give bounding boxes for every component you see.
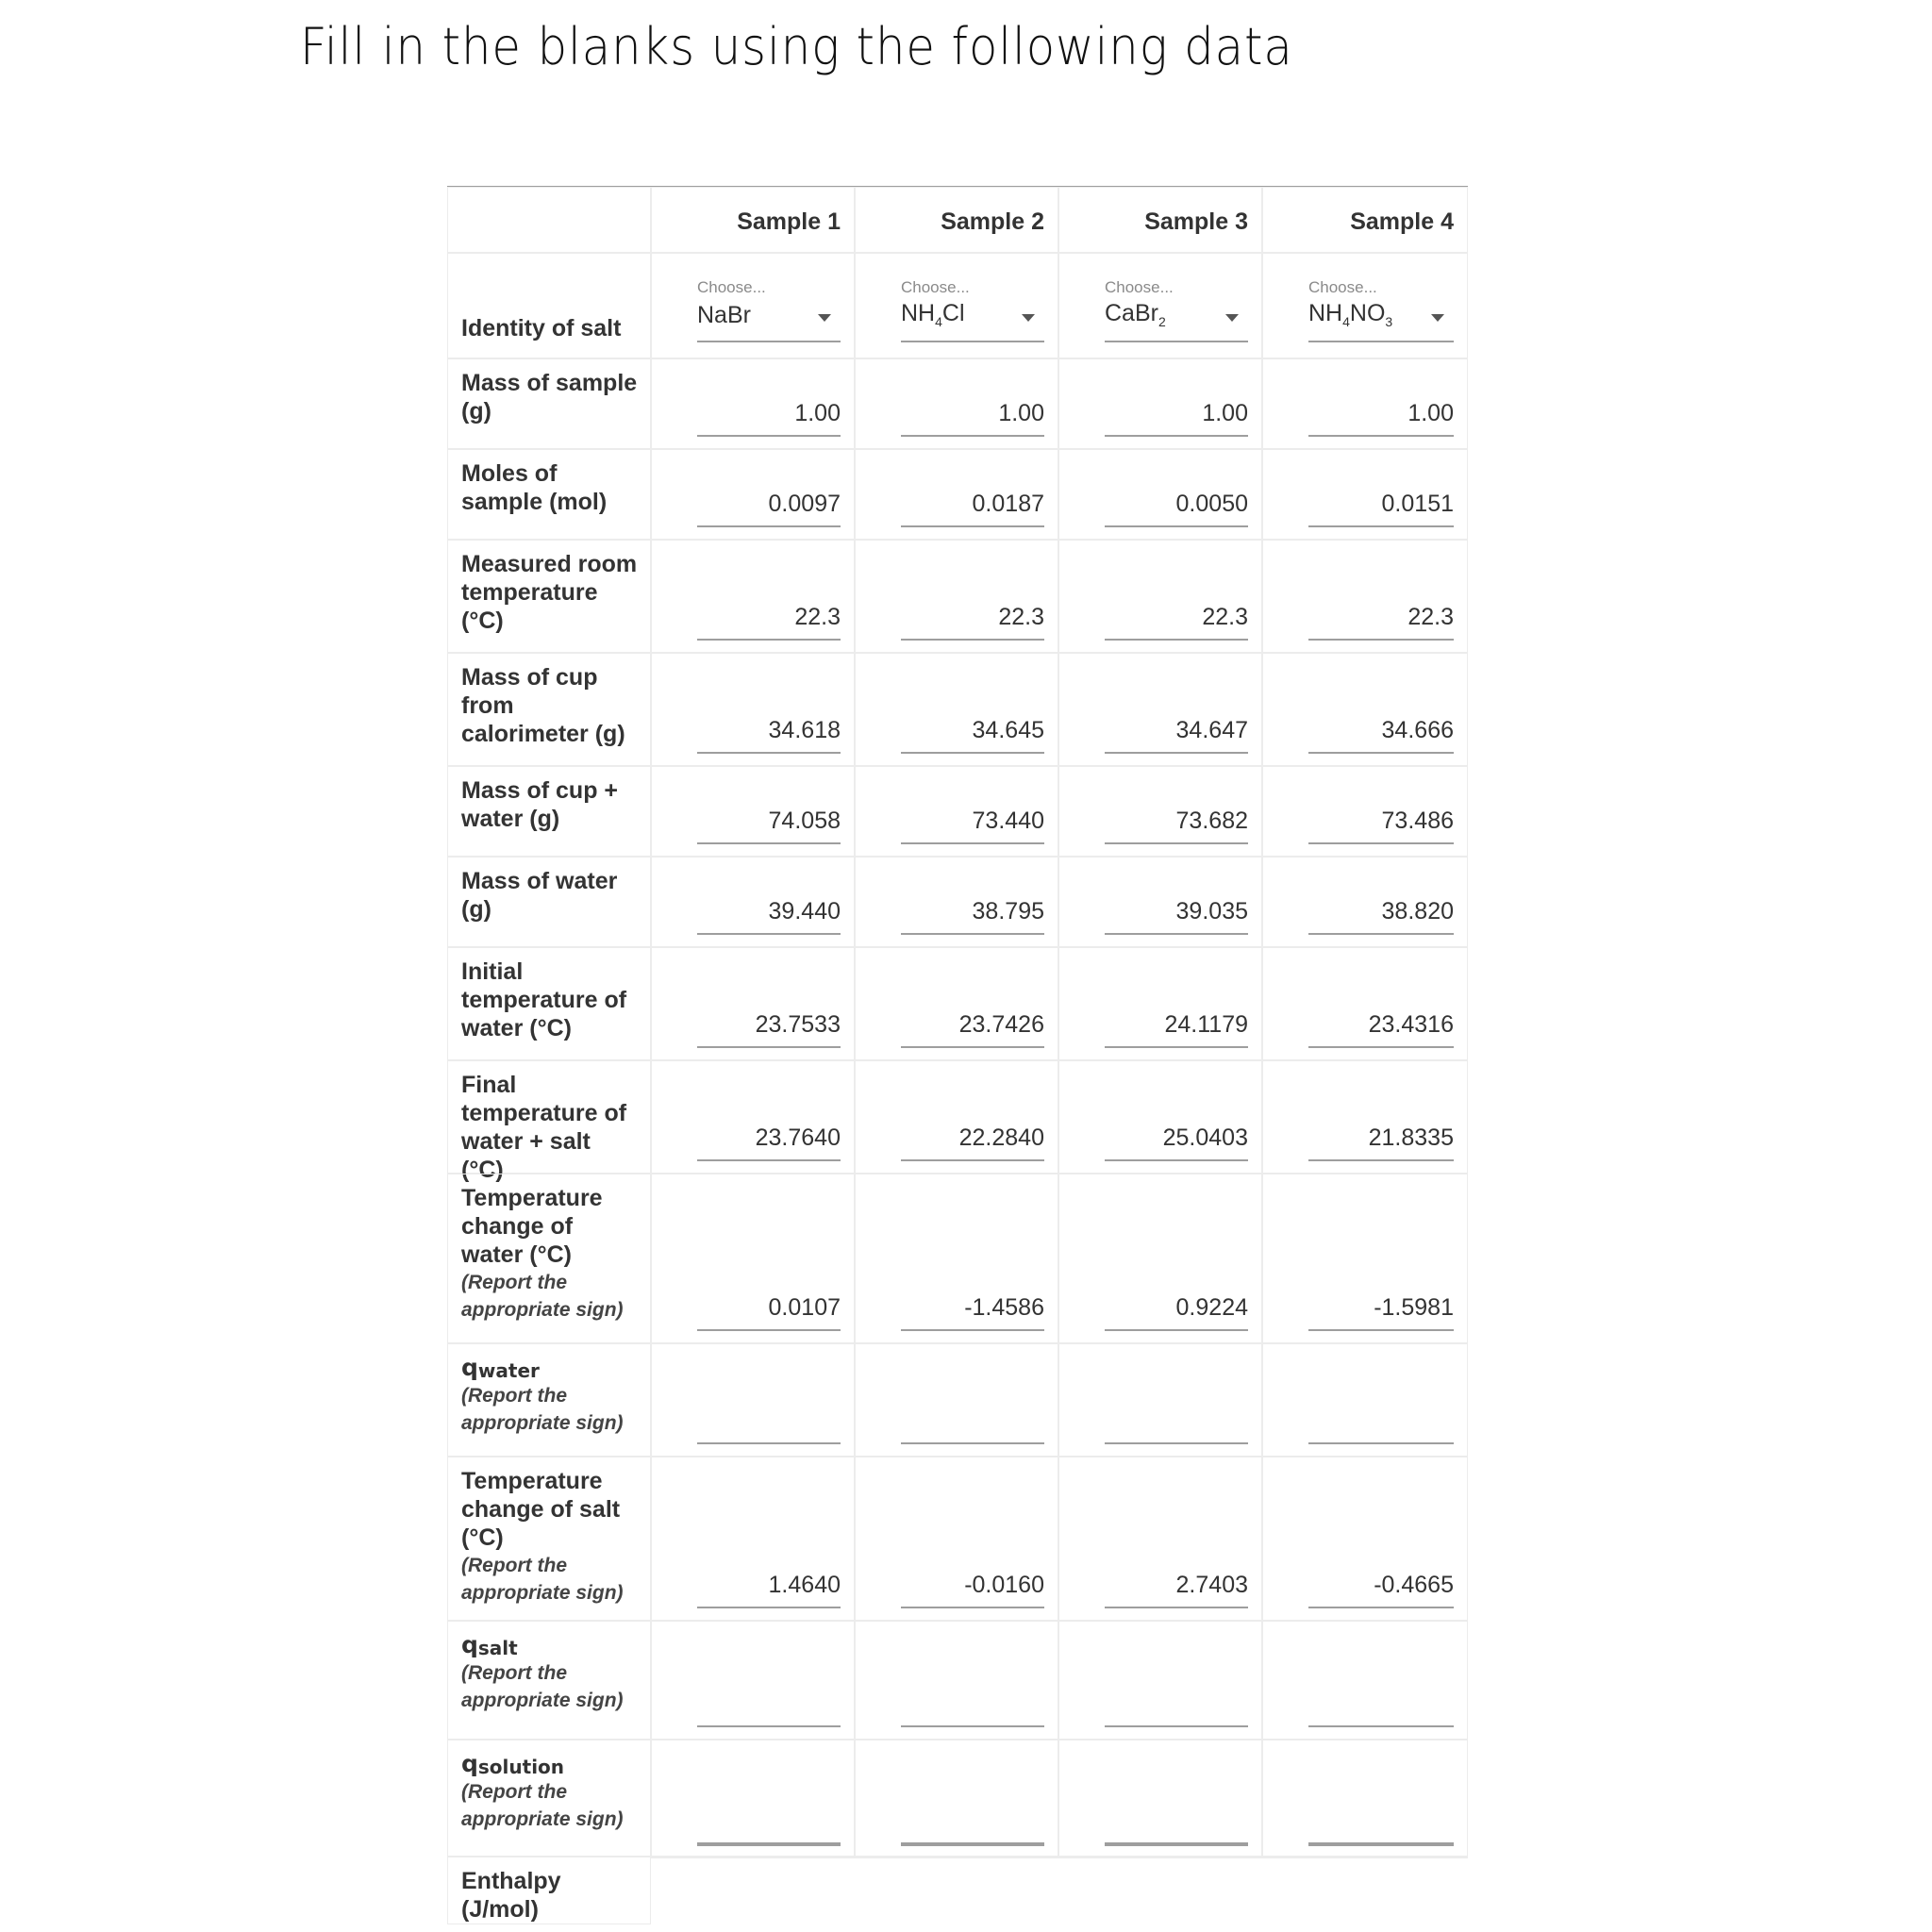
- row-label-text: Measured room temperature (°C): [461, 551, 638, 634]
- data-cell: [1262, 1174, 1468, 1343]
- formula-text: NH: [901, 300, 936, 326]
- data-cell: [1262, 653, 1468, 766]
- data-cell: [855, 1857, 1058, 1858]
- data-cell: [651, 1457, 855, 1621]
- column-header-label: Sample 2: [941, 208, 1044, 235]
- value-field-final-temp[interactable]: [1105, 1114, 1248, 1161]
- data-cell: [651, 1621, 855, 1740]
- dropdown-caret-icon[interactable]: [1022, 314, 1035, 322]
- row-label-enthalpy: [447, 1857, 651, 1924]
- value-field-initial-temp[interactable]: [901, 1001, 1044, 1048]
- value-field-final-temp[interactable]: [901, 1114, 1044, 1161]
- value-field-mass-water[interactable]: [697, 888, 841, 935]
- value-field-mass-cup[interactable]: [697, 707, 841, 754]
- column-header-label: Sample 3: [1144, 208, 1248, 235]
- q-symbol: q: [461, 1631, 478, 1658]
- value-field-temp-change-salt[interactable]: [1308, 1561, 1454, 1608]
- value-field-initial-temp[interactable]: [1105, 1001, 1248, 1048]
- value-field-room-temp[interactable]: [1105, 593, 1248, 641]
- value-field-q-water[interactable]: [901, 1397, 1044, 1444]
- value-field-temp-change-water[interactable]: [1308, 1284, 1454, 1331]
- data-cell: [651, 449, 855, 540]
- row-label-text: Mass of cup from calorimeter (g): [461, 664, 625, 747]
- value-field-final-temp[interactable]: [1308, 1114, 1454, 1161]
- data-cell: [855, 1343, 1058, 1457]
- field-value: 23.7533: [755, 1011, 841, 1038]
- field-value: 38.820: [1381, 898, 1454, 924]
- value-field-mass-sample[interactable]: [1308, 390, 1454, 437]
- value-field-temp-change-salt[interactable]: [1105, 1561, 1248, 1608]
- data-table: [447, 187, 1468, 1932]
- field-value: 22.3: [1407, 604, 1454, 630]
- field-value: 0.0107: [768, 1294, 841, 1321]
- value-field-enthalpy[interactable]: [1105, 1799, 1248, 1846]
- q-label: [461, 1631, 639, 1659]
- value-field-mass-sample[interactable]: [1105, 390, 1248, 437]
- row-label-identity: [447, 253, 651, 358]
- row-label-temp-change-salt: [447, 1457, 651, 1621]
- field-value: 1.00: [998, 400, 1044, 426]
- field-value: 23.4316: [1368, 1011, 1454, 1038]
- row-label-mass-cup-water: [447, 766, 651, 857]
- data-cell: [1262, 947, 1468, 1060]
- field-value: 74.058: [768, 808, 841, 834]
- select-caption: Choose...: [1105, 278, 1174, 296]
- field-value: 0.0050: [1175, 491, 1248, 517]
- formula-subscript: 4: [935, 314, 942, 329]
- column-header: [1058, 187, 1262, 253]
- data-cell: [1262, 1457, 1468, 1621]
- field-value: 24.1179: [1164, 1011, 1248, 1038]
- field-value: 39.440: [768, 898, 841, 924]
- field-value: 73.486: [1381, 808, 1454, 834]
- value-field-moles-sample[interactable]: [901, 480, 1044, 527]
- row-label-mass-cup: [447, 653, 651, 766]
- data-cell: [651, 253, 855, 358]
- data-cell: [1262, 1343, 1468, 1457]
- data-cell: [855, 653, 1058, 766]
- column-header-label: Sample 4: [1350, 208, 1454, 235]
- value-field-initial-temp[interactable]: [697, 1001, 841, 1048]
- data-cell: [1262, 766, 1468, 857]
- field-value: 0.0151: [1381, 491, 1454, 517]
- data-cell: [1058, 947, 1262, 1060]
- q-symbol: q: [461, 1750, 478, 1777]
- field-value: 0.0097: [768, 491, 841, 517]
- data-cell: [1058, 449, 1262, 540]
- field-value: 73.440: [972, 808, 1044, 834]
- value-field-q-salt[interactable]: [697, 1680, 841, 1727]
- value-field-room-temp[interactable]: [901, 593, 1044, 641]
- field-value: 22.2840: [958, 1124, 1044, 1151]
- select-value: [1105, 300, 1166, 329]
- data-cell: [855, 857, 1058, 947]
- row-label-initial-temp: [447, 947, 651, 1060]
- row-label-text: Identity of salt: [461, 315, 622, 341]
- dropdown-caret-icon[interactable]: [1431, 314, 1444, 322]
- value-field-room-temp[interactable]: [1308, 593, 1454, 641]
- value-field-mass-sample[interactable]: [697, 390, 841, 437]
- select-value: [1308, 300, 1392, 329]
- data-cell: [1058, 1621, 1262, 1740]
- field-value: 34.618: [768, 717, 841, 743]
- row-label-text: Final temperature of water + salt (°C): [461, 1072, 627, 1183]
- row-label-text: Moles of sample (mol): [461, 460, 608, 515]
- data-cell: [1262, 1060, 1468, 1174]
- value-field-temp-change-water[interactable]: [1105, 1284, 1248, 1331]
- data-cell: [1262, 857, 1468, 947]
- data-cell: [651, 540, 855, 653]
- salt-select[interactable]: [1308, 293, 1454, 342]
- value-field-enthalpy[interactable]: [1308, 1799, 1454, 1846]
- value-field-mass-water[interactable]: [1105, 888, 1248, 935]
- q-subscript: water: [477, 1359, 540, 1382]
- value-field-moles-sample[interactable]: [1308, 480, 1454, 527]
- formula-text: NaBr: [697, 302, 751, 328]
- data-cell: [1262, 358, 1468, 449]
- data-cell: [1058, 253, 1262, 358]
- field-value: 1.00: [1407, 400, 1454, 426]
- field-value: 25.0403: [1162, 1124, 1248, 1151]
- dropdown-caret-icon[interactable]: [1225, 314, 1239, 322]
- select-caption: Choose...: [697, 278, 766, 296]
- data-cell: [651, 1174, 855, 1343]
- page-title: Fill in the blanks using the following data: [300, 17, 1293, 76]
- data-cell: [1058, 1060, 1262, 1174]
- value-field-final-temp[interactable]: [697, 1114, 841, 1161]
- data-cell: [1058, 857, 1262, 947]
- field-value: 0.9224: [1175, 1294, 1248, 1321]
- data-cell: [651, 766, 855, 857]
- field-value: -0.4665: [1374, 1572, 1454, 1598]
- data-cell: [651, 1060, 855, 1174]
- data-cell: [855, 358, 1058, 449]
- data-cell: [1262, 253, 1468, 358]
- formula-subscript: 2: [1158, 314, 1166, 329]
- value-field-mass-cup-water[interactable]: [697, 797, 841, 844]
- field-value: 22.3: [998, 604, 1044, 630]
- data-cell: [855, 253, 1058, 358]
- value-field-temp-change-water[interactable]: [697, 1284, 841, 1331]
- data-cell: [1058, 1857, 1262, 1858]
- q-label: [461, 1750, 639, 1778]
- field-value: 1.00: [1202, 400, 1248, 426]
- row-label-q-solution: [447, 1740, 651, 1857]
- q-symbol: q: [461, 1354, 478, 1381]
- value-field-moles-sample[interactable]: [697, 480, 841, 527]
- value-field-mass-water[interactable]: [901, 888, 1044, 935]
- field-value: 22.3: [1202, 604, 1248, 630]
- row-label-moles-sample: [447, 449, 651, 540]
- data-cell: [651, 857, 855, 947]
- data-cell: [1058, 1343, 1262, 1457]
- value-field-q-salt[interactable]: [1105, 1680, 1248, 1727]
- value-field-initial-temp[interactable]: [1308, 1001, 1454, 1048]
- value-field-enthalpy[interactable]: [697, 1799, 841, 1846]
- select-caption: Choose...: [901, 278, 970, 296]
- value-field-temp-change-water[interactable]: [901, 1284, 1044, 1331]
- field-value: 39.035: [1175, 898, 1248, 924]
- row-note: (Report the appropriate sign): [461, 1662, 624, 1711]
- dropdown-caret-icon[interactable]: [818, 314, 831, 322]
- value-field-mass-water[interactable]: [1308, 888, 1454, 935]
- row-label-room-temp: [447, 540, 651, 653]
- data-cell: [651, 1857, 855, 1858]
- value-field-temp-change-salt[interactable]: [901, 1561, 1044, 1608]
- data-cell: [651, 1343, 855, 1457]
- data-cell: [1262, 1857, 1468, 1858]
- field-value: 1.00: [794, 400, 841, 426]
- row-label-text: Temperature change of salt (°C): [461, 1468, 621, 1551]
- value-field-temp-change-salt[interactable]: [697, 1561, 841, 1608]
- data-cell: [651, 947, 855, 1060]
- value-field-mass-cup[interactable]: [901, 707, 1044, 754]
- row-label-mass-sample: [447, 358, 651, 449]
- data-cell: [651, 358, 855, 449]
- value-field-mass-cup-water[interactable]: [1105, 797, 1248, 844]
- data-cell: [1058, 1174, 1262, 1343]
- data-cell: [1262, 1621, 1468, 1740]
- q-subscript: solution: [477, 1756, 565, 1778]
- data-cell: [855, 1457, 1058, 1621]
- field-value: 23.7426: [958, 1011, 1044, 1038]
- data-cell: [651, 653, 855, 766]
- row-note: (Report the appropriate sign): [461, 1555, 624, 1604]
- data-cell: [855, 947, 1058, 1060]
- field-value: 0.0187: [972, 491, 1044, 517]
- formula-text: NO: [1349, 300, 1386, 326]
- formula-text: CaBr: [1105, 300, 1158, 326]
- data-cell: [855, 766, 1058, 857]
- data-cell: [855, 1060, 1058, 1174]
- field-value: 73.682: [1175, 808, 1248, 834]
- value-field-mass-sample[interactable]: [901, 390, 1044, 437]
- row-note: (Report the appropriate sign): [461, 1385, 624, 1434]
- row-label-text: Mass of sample (g): [461, 370, 638, 425]
- field-value: 34.647: [1175, 717, 1248, 743]
- value-field-moles-sample[interactable]: [1105, 480, 1248, 527]
- field-value: 23.7640: [755, 1124, 841, 1151]
- field-value: -0.0160: [964, 1572, 1044, 1598]
- row-label-temp-change-water: [447, 1174, 651, 1343]
- value-field-q-water[interactable]: [1308, 1397, 1454, 1444]
- formula-text: Cl: [941, 300, 965, 326]
- row-note: (Report the appropriate sign): [461, 1272, 624, 1321]
- row-label-text: Mass of water (g): [461, 868, 618, 923]
- formula-subscript: 4: [1342, 314, 1350, 329]
- row-label-text: Temperature change of water (°C): [461, 1185, 603, 1268]
- row-label-q-water: [447, 1343, 651, 1457]
- value-field-room-temp[interactable]: [697, 593, 841, 641]
- value-field-enthalpy[interactable]: [901, 1799, 1044, 1846]
- value-field-q-water[interactable]: [1105, 1397, 1248, 1444]
- value-field-q-salt[interactable]: [901, 1680, 1044, 1727]
- value-field-q-salt[interactable]: [1308, 1680, 1454, 1727]
- select-caption: Choose...: [1308, 278, 1377, 296]
- formula-subscript: 3: [1385, 314, 1393, 329]
- data-cell: [1058, 766, 1262, 857]
- data-cell: [1058, 540, 1262, 653]
- column-header: [651, 187, 855, 253]
- data-cell: [1262, 540, 1468, 653]
- column-header: [1262, 187, 1468, 253]
- row-label-text: Enthalpy (J/mol): [461, 1868, 561, 1923]
- row-label-text: Mass of cup + water (g): [461, 777, 619, 832]
- data-cell: [855, 540, 1058, 653]
- q-subscript: salt: [477, 1637, 518, 1659]
- data-cell: [1058, 1457, 1262, 1621]
- salt-select[interactable]: [697, 293, 841, 342]
- field-value: 38.795: [972, 898, 1044, 924]
- data-cell: [855, 1174, 1058, 1343]
- value-field-q-water[interactable]: [697, 1397, 841, 1444]
- data-cell: [1058, 653, 1262, 766]
- formula-text: NH: [1308, 300, 1343, 326]
- value-field-mass-cup-water[interactable]: [1308, 797, 1454, 844]
- field-value: 34.666: [1381, 717, 1454, 743]
- header-corner-cell: [447, 187, 651, 253]
- row-label-q-salt: [447, 1621, 651, 1740]
- salt-select[interactable]: [901, 293, 1044, 342]
- row-note: (Report the appropriate sign): [461, 1781, 624, 1830]
- field-value: 34.645: [972, 717, 1044, 743]
- field-value: -1.5981: [1374, 1294, 1454, 1321]
- value-field-mass-cup-water[interactable]: [901, 797, 1044, 844]
- data-cell: [1058, 358, 1262, 449]
- q-label: [461, 1354, 639, 1382]
- field-value: 1.4640: [768, 1572, 841, 1598]
- select-value: [697, 302, 751, 329]
- data-cell: [855, 1621, 1058, 1740]
- field-value: 21.8335: [1368, 1124, 1454, 1151]
- column-header-label: Sample 1: [737, 208, 841, 235]
- value-field-mass-cup[interactable]: [1308, 707, 1454, 754]
- field-value: 22.3: [794, 604, 841, 630]
- row-label-text: Initial temperature of water (°C): [461, 958, 627, 1041]
- data-cell: [855, 449, 1058, 540]
- select-value: [901, 300, 965, 329]
- field-value: 2.7403: [1175, 1572, 1248, 1598]
- field-value: -1.4586: [964, 1294, 1044, 1321]
- row-label-mass-water: [447, 857, 651, 947]
- salt-select[interactable]: [1105, 293, 1248, 342]
- column-header: [855, 187, 1058, 253]
- value-field-mass-cup[interactable]: [1105, 707, 1248, 754]
- data-cell: [1262, 449, 1468, 540]
- row-label-final-temp: [447, 1060, 651, 1183]
